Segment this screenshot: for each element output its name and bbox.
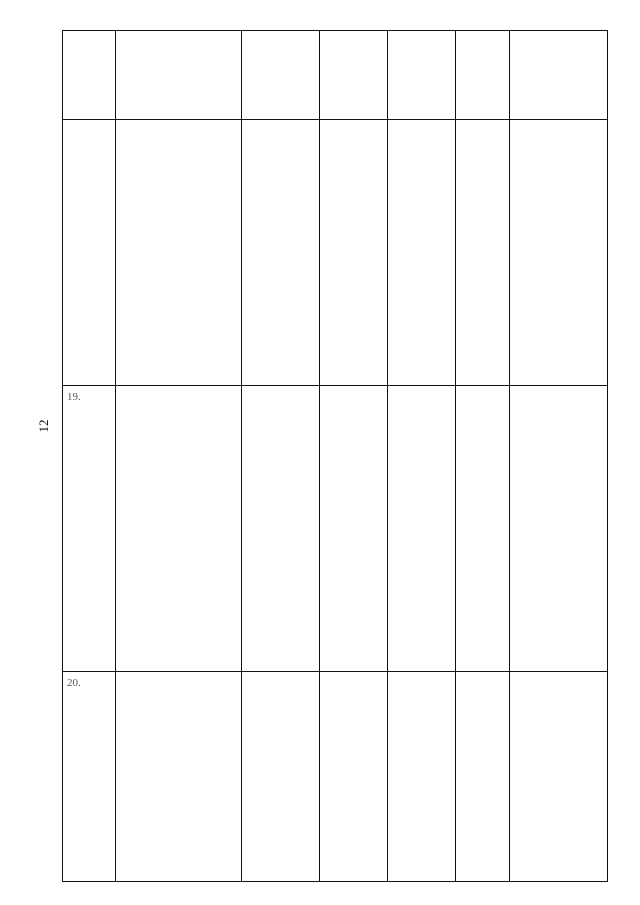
page-number: 12 — [36, 419, 51, 433]
row-divider — [63, 671, 607, 672]
column-divider — [455, 31, 456, 881]
column-divider — [509, 31, 510, 881]
column-divider — [115, 31, 116, 881]
column-divider — [319, 31, 320, 881]
row-divider — [63, 385, 607, 386]
table-frame — [62, 30, 608, 882]
row-number: 20. — [67, 677, 81, 689]
row-divider — [63, 119, 607, 120]
row-number: 19. — [67, 391, 81, 403]
column-divider — [241, 31, 242, 881]
column-divider — [387, 31, 388, 881]
